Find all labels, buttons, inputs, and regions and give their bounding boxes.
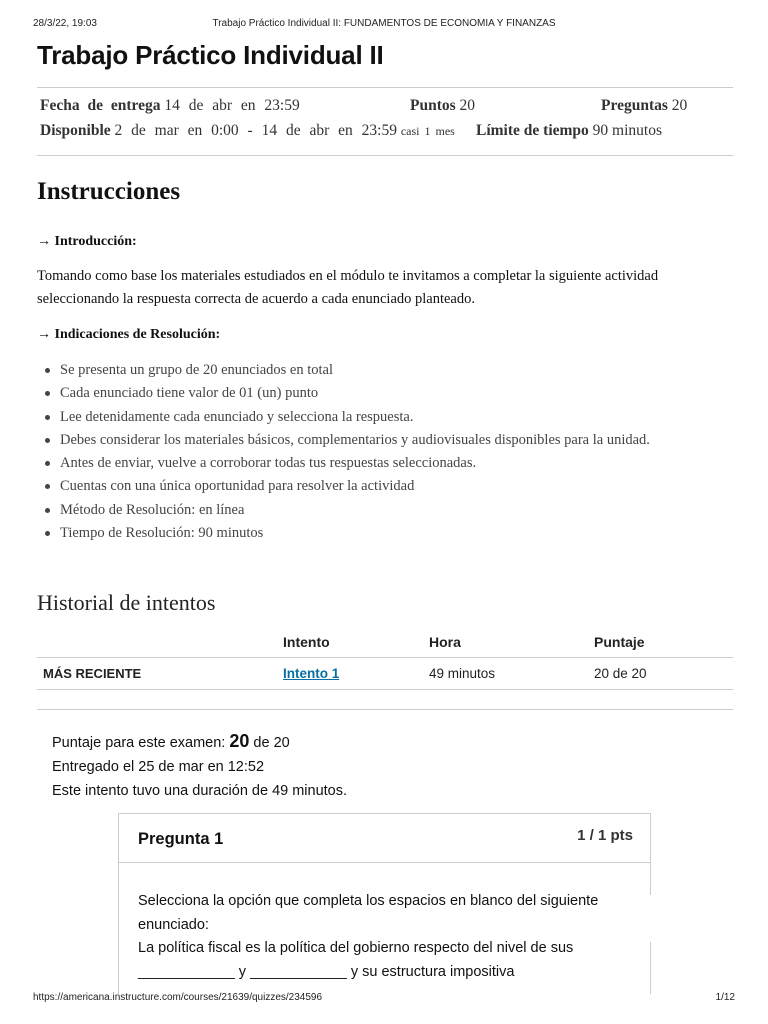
question-header xyxy=(119,814,650,863)
print-footer xyxy=(33,992,735,1006)
table-header xyxy=(37,626,733,658)
score-value: 20 xyxy=(229,731,250,751)
intro-text: Tomando como base los materiales estudiados en el módulo te invitamos a completar la siguiente actividad seleccionando la respuesta correcta de acuerdo a cada enunciado planteado. xyxy=(37,268,659,307)
list-item: Lee detenidamente cada enunciado y selecciona la respuesta. xyxy=(37,406,650,429)
question-text xyxy=(138,890,638,984)
duration-text: Este intento tuvo una duración de 49 minutos. xyxy=(52,783,348,799)
time-limit xyxy=(476,122,662,140)
availability xyxy=(40,122,455,140)
due-value: 14 de abr en 23:59 xyxy=(164,97,300,114)
due-date xyxy=(40,97,300,115)
row-label: MÁS RECIENTE xyxy=(43,666,142,681)
attempt-link[interactable]: Intento 1 xyxy=(283,666,340,681)
list-item: Debes considerar los materiales básicos, complementarios y audiovisuales disponibles para la unidad. xyxy=(37,429,650,452)
list-item: Se presenta un grupo de 20 enunciados en total xyxy=(37,359,650,382)
instructions-heading: Instrucciones xyxy=(37,178,181,205)
quiz-details-row-1 xyxy=(40,97,696,119)
column-header-attempt: Intento xyxy=(283,634,330,650)
divider xyxy=(37,155,733,156)
print-header xyxy=(33,18,735,32)
question-title: Pregunta 1 xyxy=(138,830,224,848)
table-row xyxy=(37,658,733,690)
available-label: Disponible xyxy=(40,122,111,139)
card-edge-gap xyxy=(650,895,654,942)
intro-heading: → Introducción: xyxy=(37,234,137,249)
print-document-title: Trabajo Práctico Individual II: FUNDAMENTOS DE ECONOMIA Y FINANZAS xyxy=(212,18,556,29)
attempt-time: 49 minutos xyxy=(429,666,496,681)
column-header-score: Puntaje xyxy=(594,634,645,650)
list-item: Cada enunciado tiene valor de 01 (un) punto xyxy=(37,382,650,405)
questions-label: Preguntas xyxy=(601,97,668,114)
question-text-line: ____________ y ____________ y su estructura impositiva xyxy=(138,963,515,980)
quiz-details-row-2 xyxy=(40,122,696,144)
score-summary xyxy=(52,729,347,803)
points xyxy=(410,97,475,115)
question-card xyxy=(118,813,651,994)
list-item: Método de Resolución: en línea xyxy=(37,499,650,522)
print-page-number: 1/12 xyxy=(715,992,735,1003)
history-heading: Historial de intentos xyxy=(37,590,216,615)
history-table xyxy=(37,626,733,690)
score-total: de 20 xyxy=(253,735,290,751)
points-value: 20 xyxy=(459,97,476,114)
available-note: casi 1 mes xyxy=(400,124,455,138)
submitted-text: Entregado el 25 de mar en 12:52 xyxy=(52,759,265,775)
attempt-score: 20 de 20 xyxy=(594,666,647,681)
question-text-line: La política fiscal es la política del gobierno respecto del nivel de sus xyxy=(138,940,574,956)
column-header-time: Hora xyxy=(429,634,461,650)
list-item: Cuentas con una única oportunidad para resolver la actividad xyxy=(37,475,650,498)
score-line xyxy=(52,729,347,755)
time-limit-value: 90 minutos xyxy=(592,122,662,139)
score-label: Puntaje para este examen: xyxy=(52,735,226,751)
divider xyxy=(37,709,733,710)
questions-value: 20 xyxy=(671,97,688,114)
print-date: 28/3/22, 19:03 xyxy=(33,18,97,29)
time-limit-label: Límite de tiempo xyxy=(476,122,589,139)
print-url: https://americana.instructure.com/courses/21639/quizzes/234596 xyxy=(33,992,323,1003)
question-text-line: Selecciona la opción que completa los espacios en blanco del siguiente enunciado: xyxy=(138,893,599,933)
questions xyxy=(601,97,687,115)
due-label: Fecha de entrega xyxy=(40,97,161,114)
list-item: Tiempo de Resolución: 90 minutos xyxy=(37,522,650,545)
page-title: Trabajo Práctico Individual II xyxy=(37,40,384,70)
list-item: Antes de enviar, vuelve a corroborar todas tus respuestas seleccionadas. xyxy=(37,452,650,475)
divider xyxy=(37,87,733,88)
available-value: 2 de mar en 0:00 - 14 de abr en 23:59 xyxy=(114,122,397,139)
resolution-list xyxy=(37,359,650,545)
points-label: Puntos xyxy=(410,97,456,114)
resolution-heading: → Indicaciones de Resolución: xyxy=(37,327,221,342)
question-points: 1 / 1 pts xyxy=(577,827,633,844)
